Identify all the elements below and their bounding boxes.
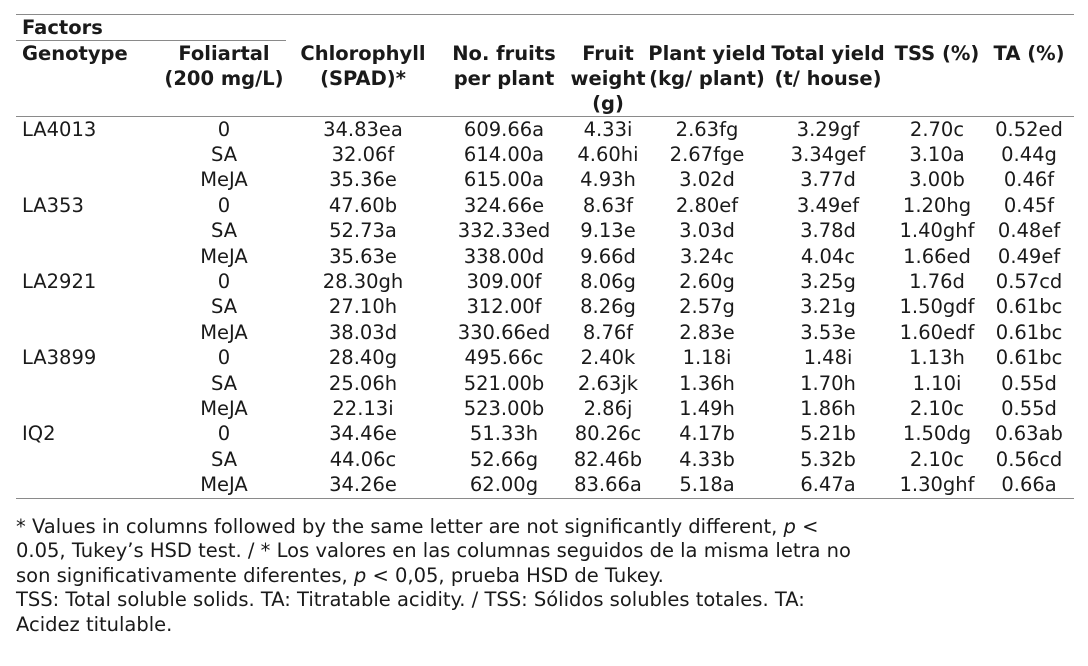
table-row — [16, 294, 1074, 319]
cell-tss: 2.10c — [909, 396, 965, 420]
cell-tss: 1.50gdf — [899, 295, 975, 319]
cell-total-yield: 1.48i — [803, 346, 853, 370]
cell-ta: 0.44g — [1001, 142, 1057, 166]
header-spacer — [286, 15, 1074, 41]
cell-chlorophyll: 27.10h — [328, 295, 398, 319]
cell-fruits: 324.66e — [463, 193, 545, 217]
cell-fruits: 338.00d — [463, 244, 545, 268]
cell-chlorophyll: 47.60b — [328, 193, 398, 217]
note1-part-a: * Values in columns followed by the same letter are not significantly different, — [16, 514, 784, 538]
cell-fruit-weight: 4.60hi — [577, 142, 639, 166]
cell-chlorophyll: 32.06f — [331, 142, 395, 166]
cell-fruits: 309.00f — [466, 269, 542, 293]
cell-total-yield: 3.78d — [800, 219, 856, 243]
table-row — [16, 218, 1074, 243]
cell-fruits: 330.66ed — [457, 320, 551, 344]
table-row — [16, 396, 1074, 421]
cell-ta: 0.45f — [1003, 193, 1055, 217]
cell-fruits: 609.66a — [463, 117, 545, 141]
factors-header-row — [16, 15, 1074, 41]
cell-ta: 0.57cd — [995, 269, 1063, 293]
table-notes — [16, 515, 866, 638]
cell-treatment: MeJA — [200, 320, 248, 344]
cell-treatment: 0 — [217, 117, 231, 141]
table-row — [16, 269, 1074, 294]
cell-tss: 1.13h — [909, 346, 965, 370]
cell-plant-yield: 2.57g — [679, 295, 735, 319]
cell-fruits: 51.33h — [469, 422, 539, 446]
table-container — [16, 14, 1074, 637]
cell-plant-yield: 1.49h — [679, 396, 735, 420]
column-header-row — [16, 41, 1074, 117]
cell-plant-yield: 2.60g — [679, 269, 735, 293]
cell-chlorophyll: 35.36e — [329, 168, 397, 192]
cell-total-yield: 6.47a — [766, 472, 890, 498]
cell-plant-yield: 3.24c — [679, 244, 735, 268]
cell-total-yield: 5.21b — [800, 422, 856, 446]
col-header-chlorophyll: Chlorophyll (SPAD)* — [286, 41, 440, 117]
cell-treatment: 0 — [217, 193, 231, 217]
cell-treatment: MeJA — [200, 168, 248, 192]
cell-chlorophyll: 44.06c — [329, 447, 397, 471]
cell-treatment: 0 — [217, 422, 231, 446]
note1-p-symbol: p — [783, 514, 796, 538]
table-row — [16, 447, 1074, 472]
cell-treatment: MeJA — [200, 244, 248, 268]
cell-tss: 1.10i — [912, 371, 962, 395]
cell-fruit-weight: 83.66a — [568, 472, 648, 498]
cell-tss: 2.10c — [909, 447, 965, 471]
table-row — [16, 320, 1074, 345]
cell-total-yield: 1.86h — [800, 396, 856, 420]
cell-genotype — [16, 371, 162, 396]
cell-total-yield: 4.04c — [800, 244, 856, 268]
col-header-fruit-weight: Fruit weight (g) — [568, 41, 648, 117]
cell-treatment: 0 — [217, 346, 231, 370]
cell-ta: 0.55d — [1001, 396, 1057, 420]
cell-fruit-weight: 9.66d — [580, 244, 636, 268]
cell-treatment: SA — [210, 371, 238, 395]
cell-plant-yield: 2.80ef — [675, 193, 739, 217]
cell-chlorophyll: 35.63e — [329, 244, 397, 268]
cell-genotype — [16, 447, 162, 472]
cell-fruit-weight: 8.26g — [580, 295, 636, 319]
cell-treatment: SA — [210, 142, 238, 166]
cell-ta: 0.61bc — [995, 346, 1063, 370]
cell-fruits: 62.00g — [440, 472, 568, 498]
cell-total-yield: 3.53e — [800, 320, 856, 344]
cell-total-yield: 3.77d — [800, 168, 856, 192]
cell-chlorophyll: 25.06h — [328, 371, 398, 395]
cell-tss: 1.66ed — [903, 244, 971, 268]
cell-treatment: MeJA — [200, 396, 248, 420]
cell-ta: 0.56cd — [995, 447, 1063, 471]
cell-genotype — [16, 396, 162, 421]
table-row — [16, 472, 1074, 498]
table-row — [16, 371, 1074, 396]
cell-genotype — [16, 244, 162, 269]
cell-genotype — [16, 142, 162, 167]
cell-chlorophyll: 34.26e — [286, 472, 440, 498]
col-header-tss: TSS (%) — [890, 41, 984, 117]
col-header-plant-yield: Plant yield (kg/ plant) — [648, 41, 766, 117]
cell-genotype — [16, 167, 162, 192]
cell-fruits: 312.00f — [466, 295, 542, 319]
note-abbreviations: TSS: Total soluble solids. TA: Titratable acidity. / TSS: Sólidos solubles totales. TA: Acidez titulable. — [16, 588, 805, 636]
cell-plant-yield: 1.36h — [679, 371, 735, 395]
table-body — [16, 116, 1074, 498]
cell-treatment: SA — [210, 219, 238, 243]
cell-ta: 0.66a — [984, 472, 1074, 498]
table-row — [16, 116, 1074, 142]
cell-plant-yield: 3.03d — [679, 219, 735, 243]
cell-chlorophyll: 34.83ea — [323, 117, 403, 141]
cell-fruits: 523.00b — [463, 396, 545, 420]
col-header-ta: TA (%) — [984, 41, 1074, 117]
cell-treatment: SA — [210, 295, 238, 319]
cell-fruit-weight: 8.06g — [580, 269, 636, 293]
cell-total-yield: 5.32b — [800, 447, 856, 471]
cell-fruit-weight: 9.13e — [580, 219, 636, 243]
cell-fruit-weight: 8.63f — [582, 193, 634, 217]
cell-tss: 1.20hg — [902, 193, 972, 217]
cell-tss: 3.00b — [909, 168, 965, 192]
cell-ta: 0.63ab — [995, 422, 1063, 446]
cell-fruits: 52.66g — [469, 447, 539, 471]
cell-fruits: 332.33ed — [457, 219, 551, 243]
cell-plant-yield: 4.33b — [679, 447, 735, 471]
cell-total-yield: 3.29gf — [796, 117, 860, 141]
cell-genotype: LA2921 — [22, 269, 97, 293]
note1-p-symbol-2: p — [353, 563, 367, 587]
cell-fruits: 521.00b — [463, 371, 545, 395]
results-table — [16, 14, 1074, 499]
cell-genotype: LA353 — [22, 193, 84, 217]
table-row — [16, 421, 1074, 446]
cell-tss: 3.10a — [909, 142, 965, 166]
cell-fruits: 615.00a — [463, 168, 545, 192]
cell-chlorophyll: 28.40g — [328, 346, 398, 370]
cell-ta: 0.61bc — [995, 295, 1063, 319]
table-row — [16, 142, 1074, 167]
note1-part-c: < 0,05, prueba HSD de Tukey. — [366, 563, 664, 587]
cell-chlorophyll: 38.03d — [328, 320, 398, 344]
cell-fruit-weight: 2.63jk — [577, 371, 639, 395]
cell-total-yield: 3.21g — [800, 295, 856, 319]
table-row — [16, 167, 1074, 192]
cell-fruit-weight: 82.46b — [573, 447, 643, 471]
cell-ta: 0.55d — [1001, 371, 1057, 395]
cell-plant-yield: 1.18i — [682, 346, 732, 370]
cell-plant-yield: 2.67fge — [669, 142, 745, 166]
cell-total-yield: 3.25g — [800, 269, 856, 293]
cell-treatment: 0 — [217, 269, 231, 293]
table-row — [16, 345, 1074, 370]
col-header-fruits: No. fruits per plant — [440, 41, 568, 117]
col-header-genotype: Genotype — [16, 41, 162, 117]
cell-genotype — [16, 320, 162, 345]
col-header-foliartal: Foliartal (200 mg/L) — [162, 41, 286, 117]
cell-genotype — [16, 472, 162, 498]
cell-plant-yield: 3.02d — [679, 168, 735, 192]
cell-fruit-weight: 2.40k — [580, 346, 636, 370]
cell-fruit-weight: 80.26c — [574, 422, 642, 446]
cell-chlorophyll: 34.46e — [329, 422, 397, 446]
cell-genotype: IQ2 — [22, 422, 56, 446]
cell-plant-yield: 5.18a — [648, 472, 766, 498]
cell-tss: 1.76d — [909, 269, 965, 293]
cell-treatment: MeJA — [162, 472, 286, 498]
cell-tss: 1.60edf — [899, 320, 975, 344]
cell-total-yield: 1.70h — [800, 371, 856, 395]
cell-tss: 2.70c — [909, 117, 965, 141]
cell-treatment: SA — [210, 447, 238, 471]
cell-fruit-weight: 2.86j — [583, 396, 633, 420]
cell-ta: 0.61bc — [995, 320, 1063, 344]
cell-ta: 0.52ed — [995, 117, 1063, 141]
cell-total-yield: 3.49ef — [796, 193, 860, 217]
table-row — [16, 193, 1074, 218]
cell-fruit-weight: 8.76f — [582, 320, 634, 344]
cell-genotype: LA4013 — [22, 117, 97, 141]
cell-plant-yield: 2.83e — [679, 320, 735, 344]
cell-tss: 1.30ghf — [890, 472, 984, 498]
cell-fruits: 495.66c — [464, 346, 544, 370]
cell-total-yield: 3.34gef — [790, 142, 866, 166]
cell-fruits: 614.00a — [463, 142, 545, 166]
cell-tss: 1.40ghf — [899, 219, 975, 243]
note1-part-b: < 0.05, Tukey’s HSD test. / * Los valores en las columnas seguidos de la misma letra no son significativamente diferentes, — [16, 514, 851, 587]
cell-genotype — [16, 294, 162, 319]
cell-chlorophyll: 52.73a — [329, 219, 397, 243]
cell-chlorophyll: 22.13i — [332, 396, 394, 420]
cell-plant-yield: 2.63fg — [675, 117, 739, 141]
cell-tss: 1.50dg — [902, 422, 972, 446]
note-significance — [16, 515, 866, 589]
cell-ta: 0.48ef — [997, 219, 1061, 243]
col-header-total-yield: Total yield (t/ house) — [766, 41, 890, 117]
cell-fruit-weight: 4.93h — [580, 168, 636, 192]
factors-group-header: Factors — [16, 15, 286, 41]
cell-ta: 0.46f — [1003, 168, 1055, 192]
cell-ta: 0.49ef — [997, 244, 1061, 268]
cell-genotype: LA3899 — [22, 346, 97, 370]
table-row — [16, 244, 1074, 269]
cell-genotype — [16, 218, 162, 243]
cell-chlorophyll: 28.30gh — [322, 269, 404, 293]
cell-fruit-weight: 4.33i — [583, 117, 633, 141]
cell-plant-yield: 4.17b — [679, 422, 735, 446]
